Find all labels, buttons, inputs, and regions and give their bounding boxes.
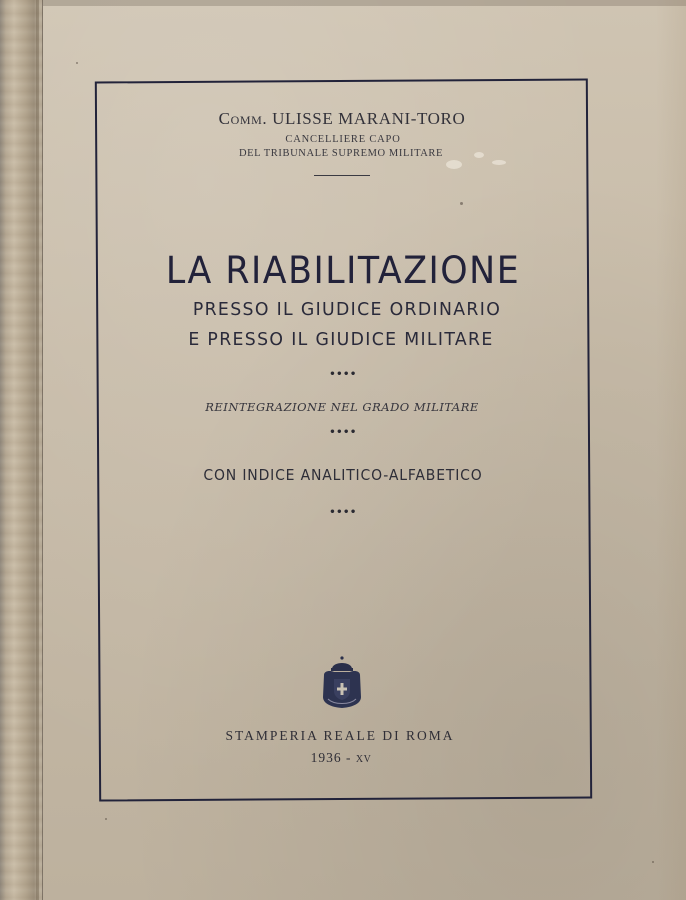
- separator-dots: ••••: [329, 369, 357, 380]
- section-indice: CON INDICE ANALITICO-ALFABETICO: [203, 466, 483, 484]
- year-value: 1936 -: [310, 750, 352, 765]
- divider-rule: [314, 175, 370, 176]
- cover-top-edge: [40, 0, 686, 6]
- book-title: LA RIABILITAZIONE: [165, 249, 521, 292]
- separator-dots: ••••: [329, 507, 357, 518]
- author-role-line2: DEL TRIBUNALE SUPREMO MILITARE: [238, 148, 444, 159]
- royal-coat-of-arms-icon: [318, 655, 366, 711]
- fascist-era-year: XV: [355, 754, 372, 765]
- publication-year: [0, 750, 684, 766]
- book-subtitle-line1: PRESSO IL GIUDICE ORDINARIO: [192, 299, 502, 320]
- author-honorific: Comm.: [218, 109, 268, 128]
- section-reintegrazione: REINTEGRAZIONE NEL GRADO MILITARE: [205, 400, 479, 414]
- paper-speck: [105, 818, 107, 820]
- book-subtitle-line2: E PRESSO IL GIUDICE MILITARE: [188, 329, 494, 350]
- author-role-line1: CANCELLIERE CAPO: [285, 134, 401, 145]
- author-line: [0, 109, 685, 129]
- paper-speck: [76, 62, 78, 64]
- paper-speck: [652, 861, 654, 863]
- separator-dots: ••••: [329, 427, 357, 438]
- publisher-name: STAMPERIA REALE DI ROMA: [225, 728, 455, 743]
- author-name: ULISSE MARANI-TORO: [272, 109, 466, 128]
